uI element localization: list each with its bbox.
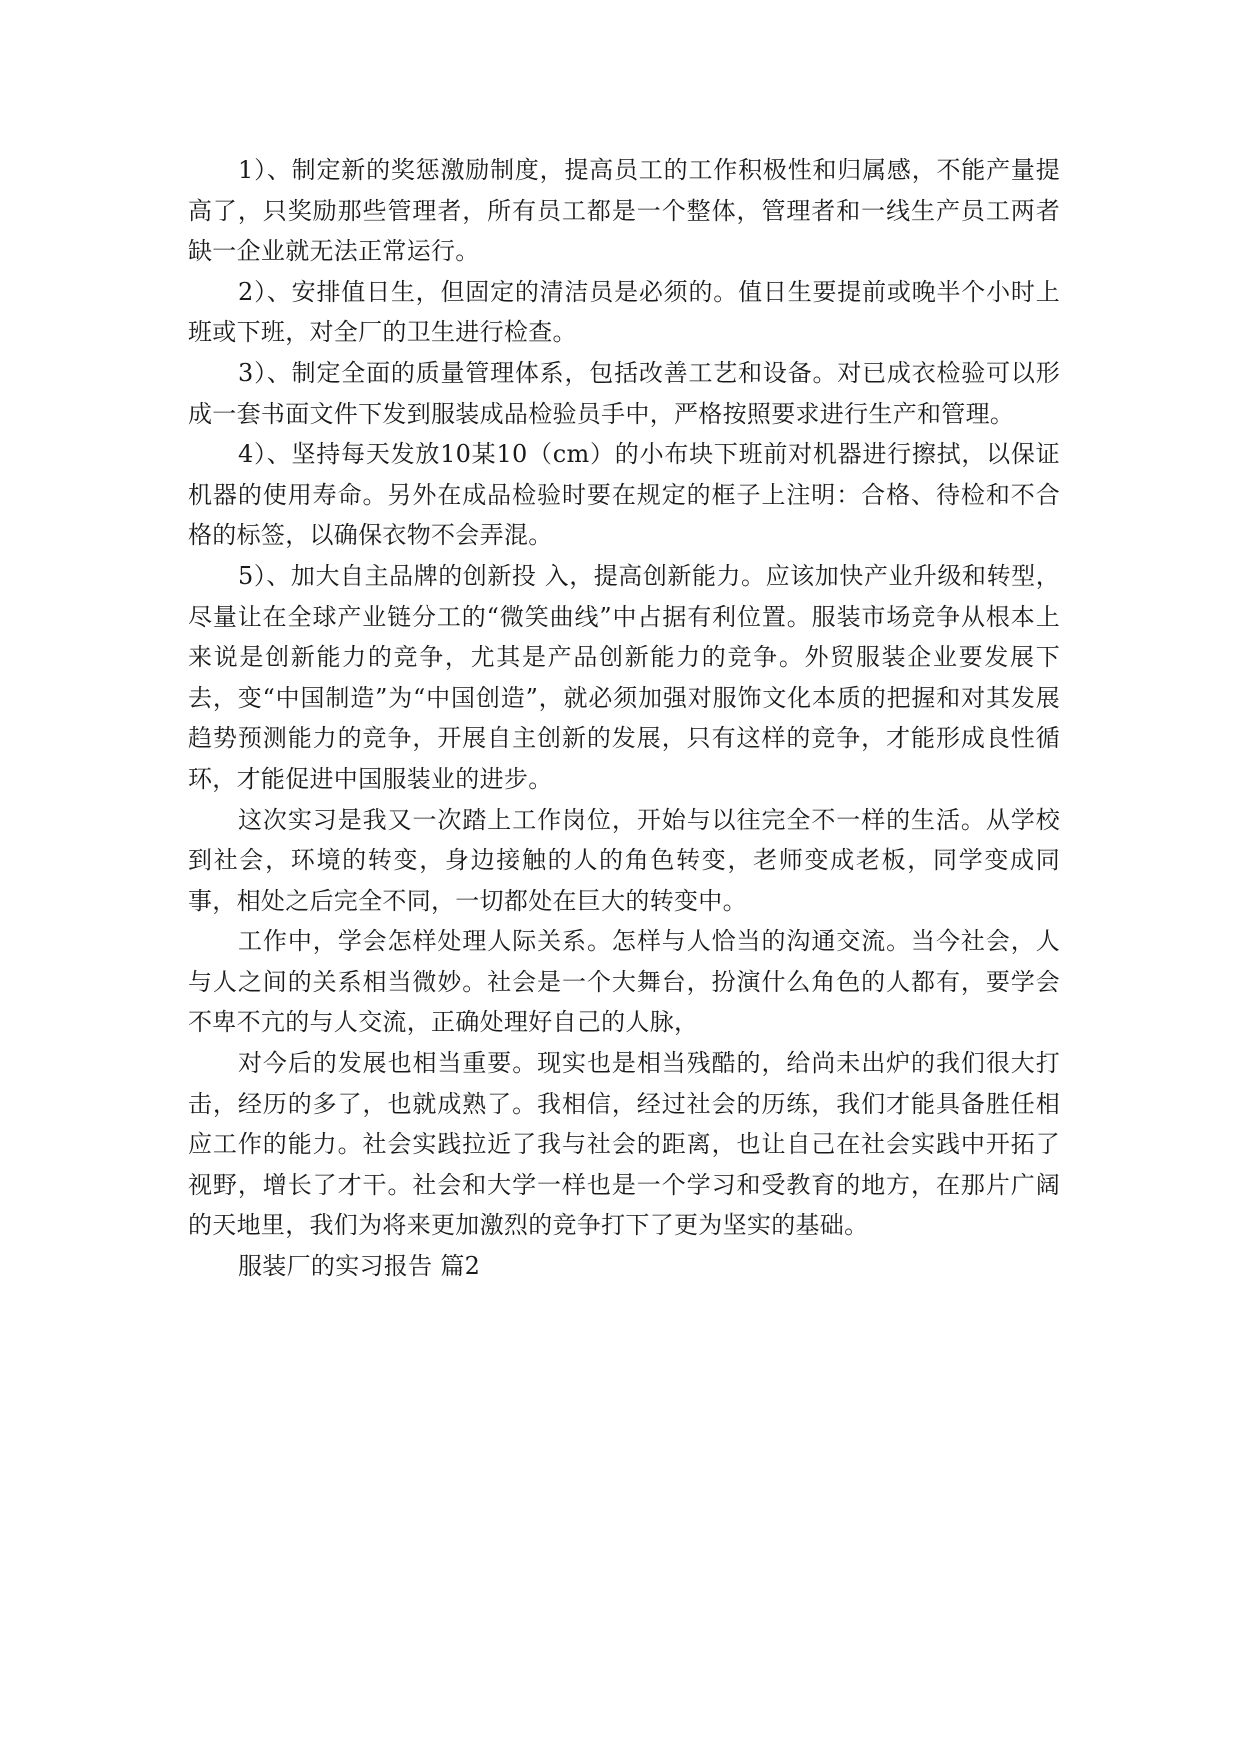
document-body xyxy=(188,150,1060,1287)
paragraph-measure-1: 1）、制定新的奖惩激励制度，提高员工的工作积极性和归属感，不能产量提高了，只奖励那些管理者，所有员工都是一个整体，管理者和一线生产员工两者缺一企业就无法正常运行。 xyxy=(188,156,1060,266)
paragraph-internship-reflection: 这次实习是我又一次踏上工作岗位，开始与以往完全不一样的生活。从学校到社会，环境的转变，身边接触的人的角色转变，老师变成老板，同学变成同事，相处之后完全不同，一切都处在巨大的转变中。 xyxy=(188,805,1060,915)
paragraph-workplace-relations: 工作中，学会怎样处理人际关系。怎样与人恰当的沟通交流。当今社会，人与人之间的关系相当微妙。社会是一个大舞台，扮演什么角色的人都有，要学会不卑不亢的与人交流，正确处理好自己的人脉， xyxy=(188,927,1060,1037)
paragraph-measure-2: 2）、安排值日生，但固定的清洁员是必须的。值日生要提前或晚半个小时上班或下班，对全厂的卫生进行检查。 xyxy=(188,277,1060,347)
paragraph-future-development: 对今后的发展也相当重要。现实也是相当残酷的，给尚未出炉的我们很大打击，经历的多了，也就成熟了。我相信，经过社会的历练，我们才能具备胜任相应工作的能力。社会实践拉近了我与社会的距离，也让自己在社会实践中开拓了视野，增长了才干。社会和大学一样也是一个学习和受教育的地方，在那片广阔的天地里，我们为将来更加激烈的竞争打下了更为坚实的基础。 xyxy=(188,1049,1060,1240)
paragraph-measure-5: 5）、加大自主品牌的创新投 入，提高创新能力。应该加快产业升级和转型，尽量让在全球产业链分工的“微笑曲线”中占据有利位置。服装市场竞争从根本上来说是创新能力的竞争，尤其是产品创新能力的竞争。外贸服装企业要发展下去，变“中国制造”为“中国创造”，就必须加强对服饰文化本质的把握和对其发展趋势预测能力的竞争，开展自主创新的发展，只有这样的竞争，才能形成良性循环，才能促进中国服装业的进步。 xyxy=(188,561,1060,793)
paragraph-measure-4: 4）、坚持每天发放10某10（cm）的小布块下班前对机器进行擦拭，以保证机器的使用寿命。另外在成品检验时要在规定的框子上注明：合格、待检和不合格的标签，以确保衣物不会弄混。 xyxy=(188,440,1060,550)
paragraph-measure-3: 3）、制定全面的质量管理体系，包括改善工艺和设备。对已成衣检验可以形成一套书面文件下发到服装成品检验员手中，严格按照要求进行生产和管理。 xyxy=(188,358,1060,428)
section-heading: 服装厂的实习报告 篇2 xyxy=(238,1252,481,1281)
